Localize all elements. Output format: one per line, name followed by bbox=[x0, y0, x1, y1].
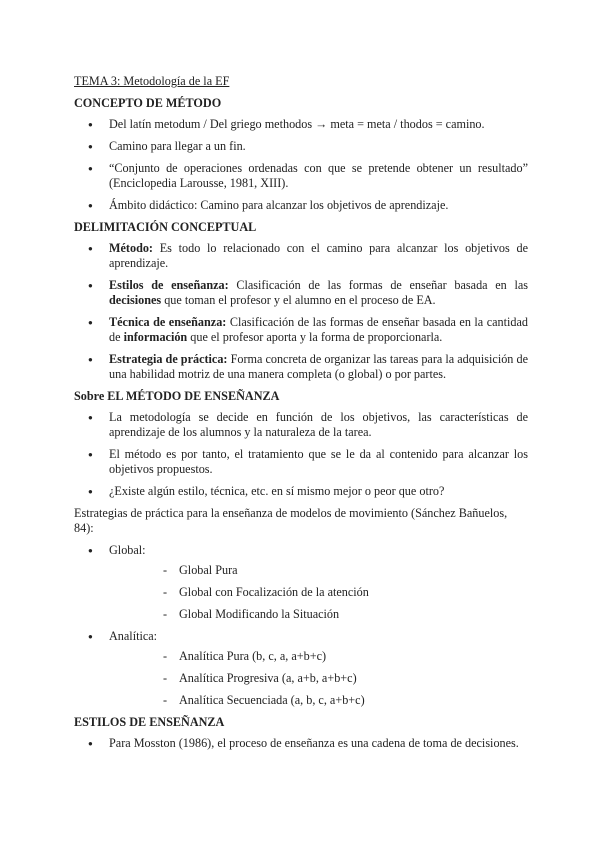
sub-list bbox=[109, 563, 528, 622]
strategies-intro: Estrategias de práctica para la enseñanza de modelos de movimiento (Sánchez Bañuelos, 84): bbox=[74, 506, 508, 535]
heading-estilos: ESTILOS DE ENSEÑANZA bbox=[74, 715, 225, 729]
definition: Es todo lo relacionado con el camino para alcanzar los objetivos de aprendizaje. bbox=[109, 241, 528, 270]
definition-rest: que el profesor aporta y la forma de proporcionarla. bbox=[187, 330, 443, 344]
sub-item: - Analítica Pura (b, c, a, a+b+c) bbox=[109, 649, 528, 664]
list-item: ● El método es por tanto, el tratamiento que se le da al contenido para alcanzar los objetivos propuestos. bbox=[74, 447, 528, 477]
definition: Forma concreta de organizar las tareas para la adquisición de una habilidad motriz de una manera completa (o global) o por partes. bbox=[109, 352, 528, 381]
strategy-label: Global: bbox=[109, 543, 146, 557]
heading-metodo-ensenanza: Sobre EL MÉTODO DE ENSEÑANZA bbox=[74, 389, 280, 403]
delimitacion-list bbox=[74, 241, 528, 382]
list-item bbox=[74, 315, 528, 345]
sub-item: - Global con Focalización de la atención bbox=[109, 585, 528, 600]
sub-item: - Global Pura bbox=[109, 563, 528, 578]
list-item: ● Para Mosston (1986), el proceso de enseñanza es una cadena de toma de decisiones. bbox=[74, 736, 528, 751]
definition-rest: que toman el profesor y el alumno en el proceso de EA. bbox=[161, 293, 436, 307]
metodo-list bbox=[74, 410, 528, 499]
list-item: ● Camino para llegar a un fin. bbox=[74, 139, 528, 154]
list-item bbox=[74, 241, 528, 271]
sub-item: - Analítica Progresiva (a, a+b, a+b+c) bbox=[109, 671, 528, 686]
concepto-list bbox=[74, 117, 528, 213]
heading-delimitacion: DELIMITACIÓN CONCEPTUAL bbox=[74, 220, 257, 234]
heading-concepto: CONCEPTO DE MÉTODO bbox=[74, 96, 222, 110]
list-item: ● Ámbito didáctico: Camino para alcanzar los objetivos de aprendizaje. bbox=[74, 198, 528, 213]
strategy-label: Analítica: bbox=[109, 629, 158, 643]
term: Estilos de enseñanza: bbox=[109, 278, 229, 292]
sub-item: - Analítica Secuenciada (a, b, c, a+b+c) bbox=[109, 693, 528, 708]
list-item: ● Del latín metodum / Del griego methodos → meta = meta / thodos = camino. bbox=[74, 117, 528, 132]
emphasis: información bbox=[123, 330, 188, 344]
list-item bbox=[74, 543, 528, 622]
term: Método: bbox=[109, 241, 153, 255]
list-item bbox=[74, 278, 528, 308]
list-item bbox=[74, 352, 528, 382]
term: Estrategia de práctica: bbox=[109, 352, 228, 366]
emphasis: decisiones bbox=[109, 293, 162, 307]
list-item: ● La metodología se decide en función de los objetivos, las características de aprendizaje de los alumnos y la naturaleza de la tarea. bbox=[74, 410, 528, 440]
list-item: ● ¿Existe algún estilo, técnica, etc. en sí mismo mejor o peor que otro? bbox=[74, 484, 528, 499]
sub-list bbox=[109, 649, 528, 708]
list-item bbox=[74, 629, 528, 708]
strategies-list bbox=[74, 543, 528, 708]
definition: Clasificación de las formas de enseñar basada en las bbox=[228, 278, 529, 292]
term: Técnica de enseñanza: bbox=[109, 315, 227, 329]
definition: Clasificación de las formas de enseñar basada en la cantidad de bbox=[109, 315, 528, 344]
estilos-list bbox=[74, 736, 528, 751]
list-item: ● “Conjunto de operaciones ordenadas con que se pretende obtener un resultado” (Enciclopedia Larousse, 1981, XIII). bbox=[74, 161, 528, 191]
sub-item: - Global Modificando la Situación bbox=[109, 607, 528, 622]
document-title: TEMA 3: Metodología de la EF bbox=[74, 74, 230, 88]
